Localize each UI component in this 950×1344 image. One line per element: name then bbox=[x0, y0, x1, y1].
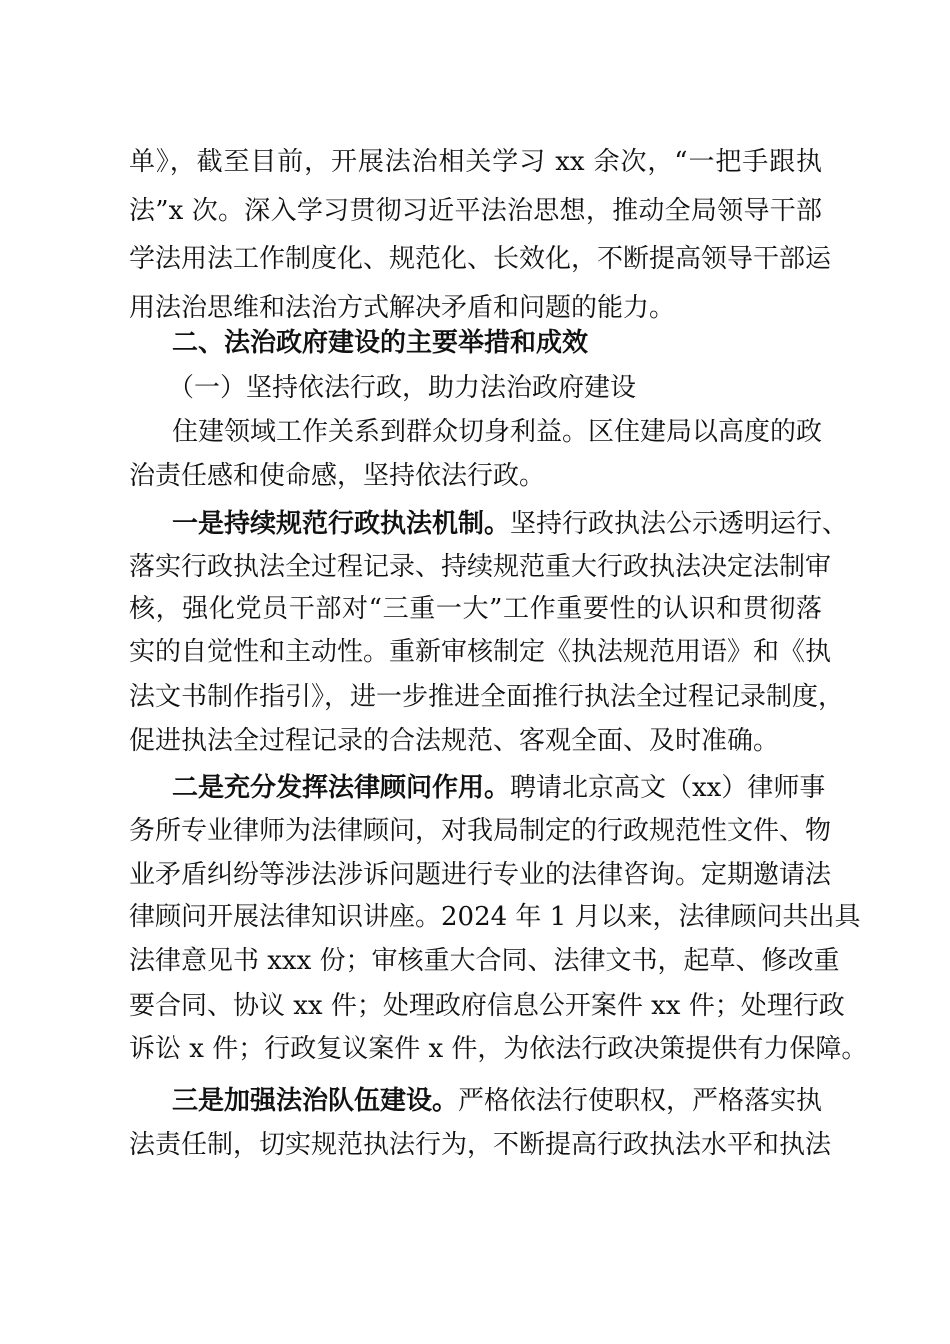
item2-line: 诉讼 x 件；行政复议案件 x 件，为依法行政决策提供有力保障。 bbox=[129, 1034, 868, 1064]
item2-line: 务所专业律师为法律顾问，对我局制定的行政规范性文件、物 bbox=[129, 816, 832, 846]
item2-line: 业矛盾纠纷等涉法涉诉问题进行专业的法律咨询。定期邀请法 bbox=[129, 860, 832, 890]
item2-line: 律顾问开展法律知识讲座。2024 年 1 月以来，法律顾问共出具 bbox=[129, 902, 861, 932]
item1-line: 实的自觉性和主动性。重新审核制定《执法规范用语》和《执 bbox=[129, 637, 832, 667]
item2-first-rest: 聘请北京高文（xx）律师事 bbox=[510, 773, 826, 803]
item1-first-rest: 坚持行政执法公示透明运行、 bbox=[510, 509, 849, 539]
item2-lead: 二是充分发挥法律顾问作用。 bbox=[172, 773, 511, 803]
item1-first-line bbox=[172, 506, 849, 542]
item2-first-line bbox=[172, 770, 826, 806]
item1-line: 核，强化党员干部对“三重一大”工作重要性的认识和贯彻落 bbox=[129, 594, 822, 624]
intro-line: 住建领域工作关系到群众切身利益。区住建局以高度的政 bbox=[172, 417, 823, 447]
item3-first-line bbox=[172, 1083, 822, 1119]
item3-lead: 三是加强法治队伍建设。 bbox=[172, 1086, 459, 1116]
intro-line: 治责任感和使命感，坚持依法行政。 bbox=[129, 461, 546, 491]
body-line: 学法用法工作制度化、规范化、长效化，不断提高领导干部运 bbox=[129, 244, 832, 274]
item3-line: 法责任制，切实规范执法行为，不断提高行政执法水平和执法 bbox=[129, 1130, 832, 1160]
item2-line: 要合同、协议 xx 件；处理政府信息公开案件 xx 件；处理行政 bbox=[129, 991, 845, 1021]
item1-line: 落实行政执法全过程记录、持续规范重大行政执法决定法制审 bbox=[129, 552, 832, 582]
body-line: 单》，截至目前，开展法治相关学习 xx 余次，“一把手跟执 bbox=[129, 147, 822, 177]
subsection-heading: （一）坚持依法行政，助力法治政府建设 bbox=[168, 373, 637, 403]
section-heading: 二、法治政府建设的主要举措和成效 bbox=[172, 328, 589, 358]
item1-line: 促进执法全过程记录的合法规范、客观全面、及时准确。 bbox=[129, 726, 780, 756]
body-line: 用法治思维和法治方式解决矛盾和问题的能力。 bbox=[129, 293, 676, 323]
body-line: 法”x 次。深入学习贯彻习近平法治思想，推动全局领导干部 bbox=[129, 196, 822, 226]
item1-line: 法文书制作指引》，进一步推进全面推行执法全过程记录制度， bbox=[129, 682, 845, 712]
item3-first-rest: 严格依法行使职权，严格落实执 bbox=[458, 1086, 823, 1116]
item1-lead: 一是持续规范行政执法机制。 bbox=[172, 509, 511, 539]
item2-line: 法律意见书 xxx 份；审核重大合同、法律文书，起草、修改重 bbox=[129, 946, 840, 976]
